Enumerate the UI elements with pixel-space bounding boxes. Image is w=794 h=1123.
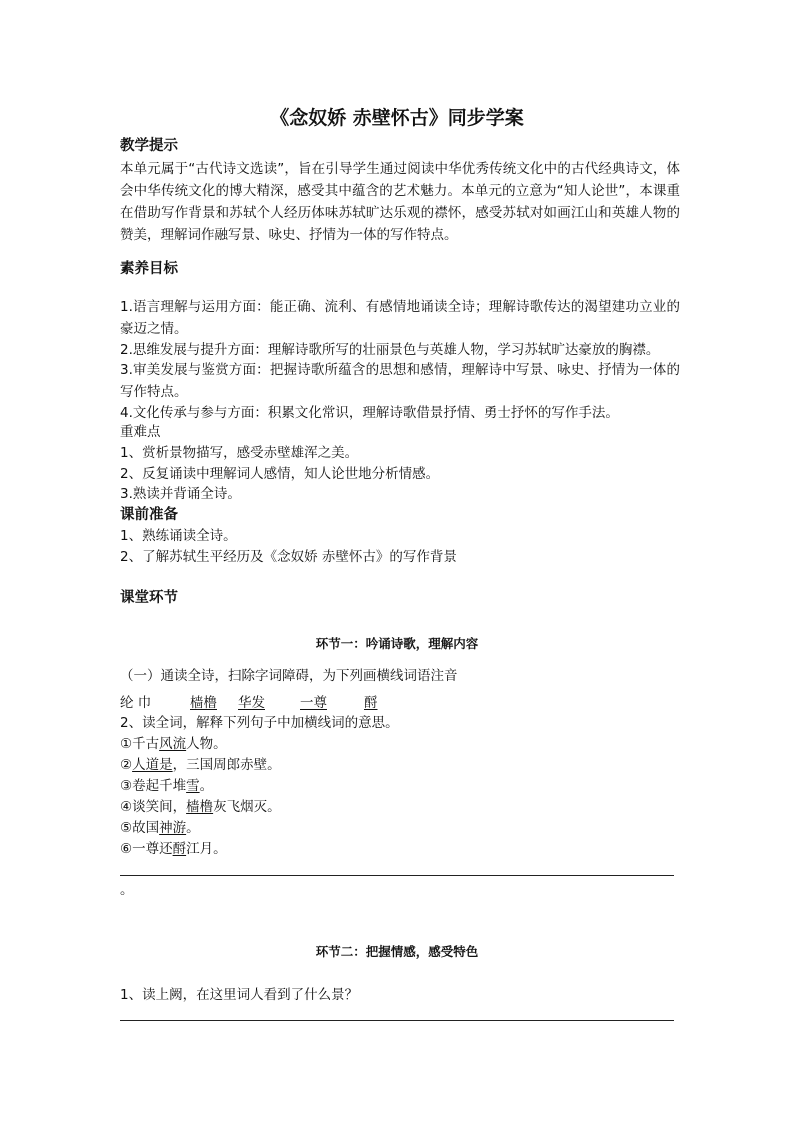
section1-q1: （一）通读全诗，扫除字词障碍，为下列画横线词语注音 (120, 668, 458, 684)
preparation-heading: 课前准备 (120, 507, 178, 523)
answer-end-mark: 。 (120, 882, 134, 898)
classroom-heading: 课堂环节 (120, 590, 178, 606)
goal-item: 4.文化传承与参与方面：积累文化常识，理解诗歌借景抒情、勇士抒怀的写作手法。 (120, 405, 619, 421)
goals-heading: 素养目标 (120, 261, 178, 277)
preparation-item: 2、了解苏轼生平经历及《念奴娇 赤壁怀古》的写作背景 (120, 549, 457, 565)
key-point-item: 1、赏析景物描写，感受赤壁雄浑之美。 (120, 445, 359, 461)
key-point-item: 2、反复诵读中理解词人感情，知人论世地分析情感。 (120, 466, 440, 482)
section1-title: 环节一：吟诵诗歌，理解内容 (315, 636, 479, 651)
answer-line (120, 1020, 674, 1021)
word-item: 纶 巾 (120, 695, 152, 711)
sentence-item: ③卷起千堆雪。 (120, 778, 214, 794)
page-title: 《念奴娇 赤壁怀古》同步学案 (270, 107, 524, 129)
answer-line (120, 875, 674, 876)
word-item: 一尊 (300, 695, 327, 711)
sentence-item: ⑤故国神游。 (120, 820, 200, 836)
section1-q2: 2、读全词，解释下列句子中加横线词的意思。 (120, 715, 399, 731)
key-point-item: 3.熟读并背诵全诗。 (120, 486, 241, 502)
preparation-item: 1、熟练诵读全诗。 (120, 528, 237, 544)
goal-item: 2.思维发展与提升方面：理解诗歌所写的壮丽景色与英雄人物，学习苏轼旷达豪放的胸襟。 (120, 342, 660, 358)
teaching-tip-heading: 教学提示 (120, 138, 178, 154)
goal-item: 1.语言理解与运用方面：能正确、流利、有感情地诵读全诗；理解诗歌传达的渴望建功立业的豪迈之情。 (120, 299, 680, 337)
section2-q1: 1、读上阙，在这里词人看到了什么景？ (120, 987, 359, 1003)
word-item: 樯橹 (190, 695, 217, 711)
sentence-item: ⑥一尊还酹江月。 (120, 841, 227, 857)
sentence-item: ①千古风流人物。 (120, 736, 227, 752)
teaching-tip-body: 本单元属于“古代诗文选读”，旨在引导学生通过阅读中华优秀传统文化中的古代经典诗文，体会中华传统文化的博大精深，感受其中蕴含的艺术魅力。本单元的立意为“知人论世”，本课重在借助写作背景和苏轼个人经历体味苏轼旷达乐观的襟怀，感受苏轼对如画江山和英雄人物的赞美，理解词作融写景、咏史、抒情为一体的写作特点。 (120, 161, 680, 243)
sentence-item: ②人道是，三国周郎赤壁。 (120, 757, 281, 773)
word-item: 华发 (238, 695, 265, 711)
word-item: 酹 (364, 695, 378, 711)
key-points-heading: 重难点 (120, 424, 161, 440)
sentence-item: ④谈笑间，樯橹灰飞烟灭。 (120, 799, 281, 815)
section2-title: 环节二：把握情感，感受特色 (315, 944, 479, 959)
goal-item: 3.审美发展与鉴赏方面：把握诗歌所蕴含的思想和感情，理解诗中写景、咏史、抒情为一体的写作特点。 (120, 362, 680, 400)
